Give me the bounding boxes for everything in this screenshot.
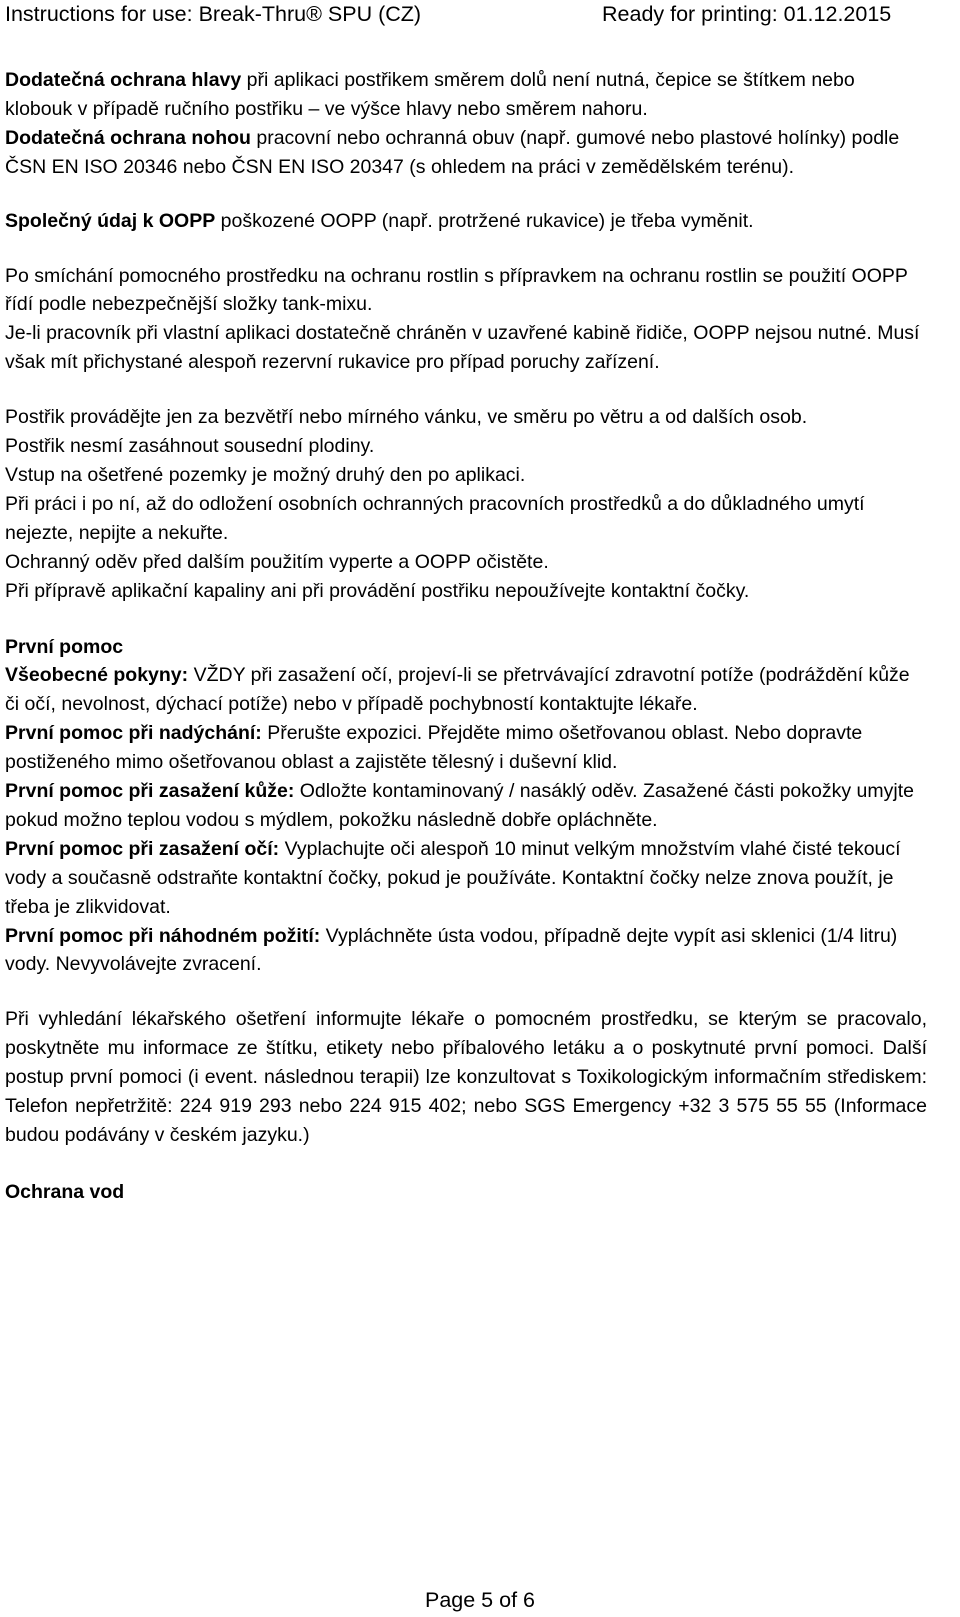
label-common-ppe: Společný údaj k OOPP — [5, 209, 216, 232]
text-eyes: Vyplachujte oči alespoň 10 minut velkým množstvím vlahé čisté tekoucí vody a současně odstraňte kontaktní čočky, pokud je používáte. Kontaktní čočky nelze znova použít, je třeba je zlikvidovat. — [5, 837, 901, 918]
text-spray-wind: Postřik provádějte jen za bezvětří nebo mírného vánku, ve směru po větru a od dalších osob. — [5, 406, 808, 429]
paragraph-common-ppe — [5, 207, 927, 236]
label-foot-protection: Dodatečná ochrana nohou — [5, 126, 251, 149]
text-skin: Odložte kontaminovaný / nasáklý oděv. Zasažené části pokožky umyjte pokud možno teplou vodou s mýdlem, pokožku následně dobře opláchněte. — [5, 780, 914, 831]
paragraph-spray-rules — [5, 403, 927, 605]
label-eyes: První pomoc při zasažení očí: — [5, 837, 280, 860]
header-document-title: Instructions for use: Break-Thru® SPU (CZ) — [5, 2, 422, 26]
text-inhalation: Přerušte expozici. Přejděte mimo ošetřovanou oblast. Nebo dopravte postiženého mimo ošetřovanou oblast a zajistěte tělesný i duševní klid. — [5, 722, 863, 774]
paragraph-medical-info: Při vyhledání lékařského ošetření informujte lékaře o pomocném prostředku, se kterým se pracovalo, poskytněte mu informace ze štítku, etikety nebo příbalového letáku a o poskytnuté první pomoci. Další postup první pomoci (i event. následnou terapii) lze konzultovat s Toxikologickým informačním střediskem: Telefon nepřetržitě: 224 919 293 nebo 224 915 402; nebo SGS Emergency +32 3 575 55 55 (Informace budou podávány v českém jazyku.) — [5, 1008, 927, 1146]
text-spray-crops: Postřik nesmí zasáhnout sousední plodiny. — [5, 435, 375, 458]
header-print-date: Ready for printing: 01.12.2015 — [602, 2, 892, 26]
label-water-protection: Ochrana vod — [5, 1180, 125, 1203]
label-general: Všeobecné pokyny: — [5, 664, 189, 687]
label-head-protection: Dodatečná ochrana hlavy — [5, 69, 242, 91]
heading-water-protection — [5, 1178, 927, 1207]
text-cabin: Je-li pracovník při vlastní aplikaci dostatečně chráněn v uzavřené kabině řidiče, OOPP nejsou nutné. Musí však mít přichystané alespoň rezervní rukavice pro případ poruchy zařízení. — [5, 322, 920, 374]
document-body — [5, 66, 927, 1207]
text-contact-lenses: Při přípravě aplikační kapaliny ani při provádění postřiku nepoužívejte kontaktní čočky. — [5, 579, 750, 602]
heading-first-aid: První pomoc — [5, 635, 124, 658]
paragraph-head-foot-protection — [5, 66, 927, 182]
text-general: VŽDY při zasažení očí, projeví-li se přetrvávající zdravotní potíže (podráždění kůže či očí, nevolnost, dýchací potíže) nebo v případě pochybností kontaktujte lékaře. — [5, 664, 910, 716]
text-field-entry: Vstup na ošetřené pozemky je možný druhý den po aplikaci. — [5, 463, 526, 486]
text-foot-protection: pracovní nebo ochranná obuv (např. gumové nebo plastové holínky) podle ČSN EN ISO 20346 nebo ČSN EN ISO 20347 (s ohledem na práci v zemědělském terénu). — [5, 126, 900, 178]
section-first-aid — [5, 633, 927, 980]
text-ingestion: Vypláchněte ústa vodou, případně dejte vypít asi sklenici (1/4 litru) vody. Nevyvolávejte zvracení. — [5, 924, 898, 976]
text-hygiene: Při práci i po ní, až do odložení osobních ochranných pracovních prostředků a do důkladného umytí nejezte, nepijte a nekuřte. — [5, 492, 865, 544]
label-ingestion: První pomoc při náhodném požití: — [5, 924, 321, 947]
text-head-protection: při aplikaci postřikem směrem dolů není nutná, čepice se štítkem nebo klobouk v případě ručního postřiku – ve výšce hlavy nebo směrem nahoru. — [5, 69, 855, 120]
page-header — [5, 2, 960, 30]
text-tank-mix: Po smíchání pomocného prostředku na ochranu rostlin s přípravkem na ochranu rostlin se použití OOPP řídí podle nebezpečnější složky tank-mixu. — [5, 264, 908, 316]
paragraph-tank-mix — [5, 262, 927, 378]
label-skin: První pomoc při zasažení kůže: — [5, 780, 295, 803]
page-number: Page 5 of 6 — [425, 1588, 535, 1612]
text-common-ppe: poškozené OOPP (např. protržené rukavice) je třeba vyměnit. — [215, 209, 754, 232]
text-clothing-wash: Ochranný oděv před dalším použitím vyperte a OOPP očistěte. — [5, 550, 549, 573]
label-inhalation: První pomoc při nadýchání: — [5, 722, 262, 745]
